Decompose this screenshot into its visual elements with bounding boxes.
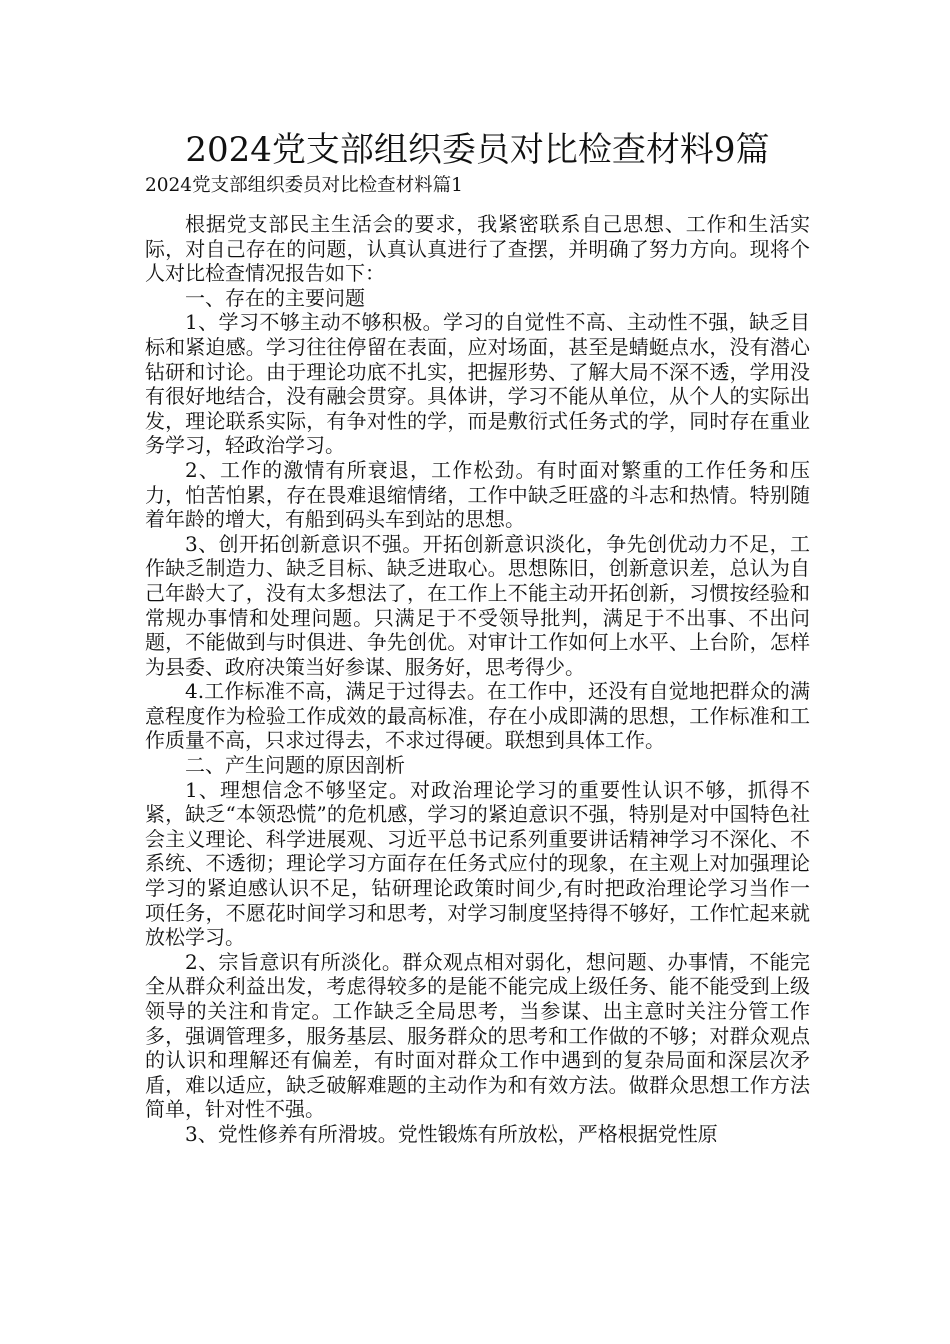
document-subtitle: 2024党支部组织委员对比检查材料篇1 xyxy=(145,175,463,196)
cause-item-2: 2、宗旨意识有所淡化。群众观点相对弱化，想问题、办事情，不能完全从群众利益出发，考虑得较多的是能不能完成上级任务、能不能受到上级领导的关注和肯定。工作缺乏全局思考，当参谋、出主意时关注分管工作多，强调管理多，服务基层、服务群众的思考和工作做的不够；对群众观点的认识和理解还有偏差，有时面对群众工作中遇到的复杂局面和深层次矛盾，难以适应，缺乏破解难题的主动作为和有效方法。做群众思想工作方法简单，针对性不强。 xyxy=(145,949,810,1122)
intro-paragraph: 根据党支部民主生活会的要求，我紧密联系自己思想、工作和生活实际，对自己存在的问题，认真认真进行了查摆，并明确了努力方向。现将个人对比检查情况报告如下： xyxy=(145,212,810,286)
section-heading-problems: 一、存在的主要问题 xyxy=(185,285,365,310)
problem-item-4: 4.工作标准不高，满足于过得去。在工作中，还没有自觉地把群众的满意程度作为检验工作成效的最高标准，存在小成即满的思想，工作标准和工作质量不高，只求过得去，不求过得硬。联想到具体工作。 xyxy=(145,679,810,753)
cause-item-1: 1、理想信念不够坚定。对政治理论学习的重要性认识不够，抓得不紧，缺乏“本领恐慌”的危机感，学习的紧迫意识不强，特别是对中国特色社会主义理论、科学进展观、习近平总书记系列重要讲话精神学习不深化、不系统、不透彻；理论学习方面存在任务式应付的现象，在主观上对加强理论学习的紧迫感认识不足，钻研理论政策时间少,有时把政治理论学习当作一项任务，不愿花时间学习和思考，对学习制度坚持得不够好，工作忙起来就放松学习。 xyxy=(145,777,810,950)
document-title: 2024党支部组织委员对比检查材料9篇 xyxy=(185,130,770,170)
problem-item-3: 3、创开拓创新意识不强。开拓创新意识淡化，争先创优动力不足，工作缺乏制造力、缺乏目标、缺乏进取心。思想陈旧，创新意识差，总认为自己年龄大了，没有太多想法了，在工作上不能主动开拓创新，习惯按经验和常规办事情和处理问题。只满足于不受领导批判，满足于不出事、不出问题，不能做到与时俱进、争先创优。对审计工作如何上水平、上台阶，怎样为县委、政府决策当好参谋、服务好，思考得少。 xyxy=(145,531,810,679)
document-page xyxy=(145,126,810,1147)
section-heading-causes: 二、产生问题的原因剖析 xyxy=(185,753,405,778)
cause-item-3: 3、党性修养有所滑坡。党性锻炼有所放松，严格根据党性原 xyxy=(185,1121,718,1146)
problem-item-1: 1、学习不够主动不够积极。学习的自觉性不高、主动性不强，缺乏目标和紧迫感。学习往往停留在表面，应对场面，甚至是蜻蜓点水，没有潜心钻研和讨论。由于理论功底不扎实，把握形势、了解大局不深不透，学用没有很好地结合，没有融会贯穿。具体讲，学习不能从单位，从个人的实际出发，理论联系实际，有争对性的学，而是敷衍式任务式的学，同时存在重业务学习，轻政治学习。 xyxy=(145,310,810,458)
problem-item-2: 2、工作的激情有所衰退，工作松劲。有时面对繁重的工作任务和压力，怕苦怕累，存在畏难退缩情绪，工作中缺乏旺盛的斗志和热情。特别随着年龄的增大，有船到码头车到站的思想。 xyxy=(145,457,810,532)
